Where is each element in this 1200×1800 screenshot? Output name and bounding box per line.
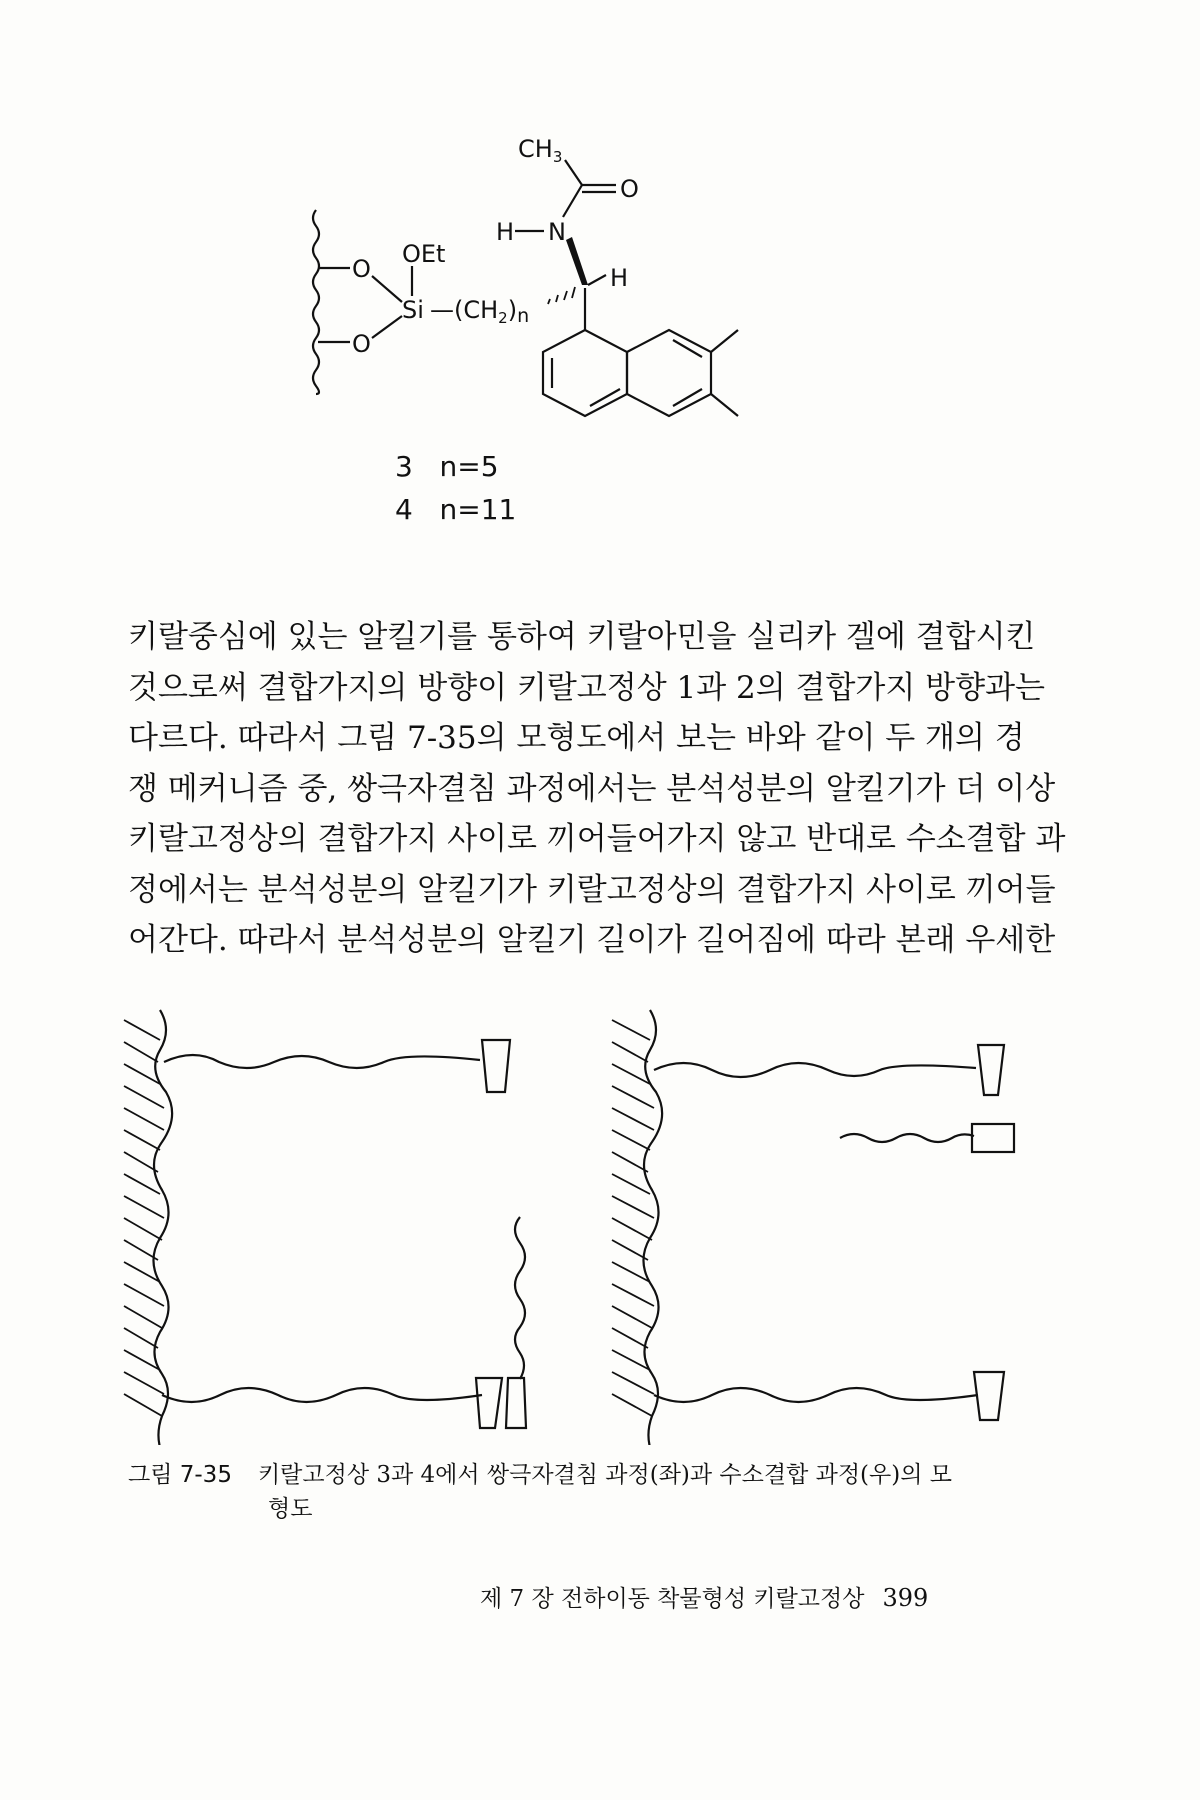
right-surface-wall (643, 1010, 662, 1445)
left-lower-selector-block (476, 1378, 502, 1428)
body-line: 쟁 메커니즘 중, 쌍극자결침 과정에서는 분석성분의 알킬기가 더 이상 (128, 770, 1056, 807)
ethoxy-group: OEt (402, 240, 446, 268)
page-footer (480, 1580, 928, 1613)
model-figure (110, 1005, 1030, 1445)
body-line: 키랄고정상의 결합가지 사이로 끼어들어가지 않고 반대로 수소결합 과 (128, 821, 1066, 857)
hashed-wedge-bond (548, 287, 575, 304)
left-analyte-block (506, 1378, 526, 1428)
caption-label: 그림 7-35 (128, 1462, 232, 1488)
compound-label-4: 4 n=11 (395, 493, 517, 526)
caption-text-continued: 형도 (268, 1496, 313, 1522)
si-oxygen-lower: O (352, 330, 371, 358)
left-panel-dipole-stacking (124, 1010, 526, 1445)
body-line: 어간다. 따라서 분석성분의 알킬기 길이가 길어짐에 따라 본래 우세한 (128, 922, 1056, 958)
left-analyte-alkyl-chain (515, 1217, 525, 1379)
figure-caption (128, 1458, 1028, 1526)
right-analyte-block (972, 1124, 1014, 1152)
page-number: 399 (882, 1584, 929, 1612)
carbonyl-oxygen: O (620, 175, 639, 203)
right-lower-bonded-chain (654, 1388, 978, 1402)
body-line: 정에서는 분석성분의 알킬기가 키랄고정상의 결합가지 사이로 끼어들 (128, 871, 1056, 908)
body-line: 키랄중심에 있는 알킬기를 통하여 키랄아민을 실리카 겔에 결합시킨 (128, 619, 1036, 655)
right-panel-hydrogen-bonding (612, 1010, 1014, 1445)
compound-label-3: 3 n=5 (395, 450, 499, 483)
naphthalene-ring (543, 330, 738, 416)
right-upper-selector-block (978, 1045, 1004, 1095)
stereocenter-hydrogen: H (610, 264, 629, 292)
left-upper-selector-block (482, 1040, 510, 1092)
si-oxygen-upper: O (352, 255, 371, 283)
chemical-structure (300, 130, 760, 430)
right-analyte-alkyl-chain (840, 1134, 974, 1142)
body-line: 다르다. 따라서 그림 7-35의 모형도에서 보는 바와 같이 두 개의 경 (128, 720, 1025, 756)
left-lower-bonded-chain (162, 1388, 482, 1402)
amide-hydrogen: H (496, 218, 515, 246)
solid-wedge-bond (566, 237, 588, 285)
silicon-atom: Si (402, 296, 424, 324)
body-line: 것으로써 결합가지의 방향이 키랄고정상 1과 2의 결합가지 방향과는 (128, 669, 1045, 706)
caption-text: 키랄고정상 3과 4에서 쌍극자결침 과정(좌)과 수소결합 과정(우)의 모 (257, 1462, 952, 1488)
right-lower-selector-block (974, 1372, 1004, 1420)
methyl-group: $CH_3$ (518, 135, 563, 166)
left-upper-bonded-chain (164, 1055, 480, 1068)
silica-surface (313, 210, 319, 394)
left-surface-wall (153, 1010, 172, 1445)
right-upper-bonded-chain (654, 1063, 976, 1077)
nitrogen-atom: N (548, 218, 566, 246)
alkyl-chain: $—(CH_2)n$ (430, 296, 530, 327)
running-chapter-title: 제 7 장 전하이동 착물형성 키랄고정상 (480, 1586, 865, 1612)
body-paragraph (128, 612, 1066, 966)
